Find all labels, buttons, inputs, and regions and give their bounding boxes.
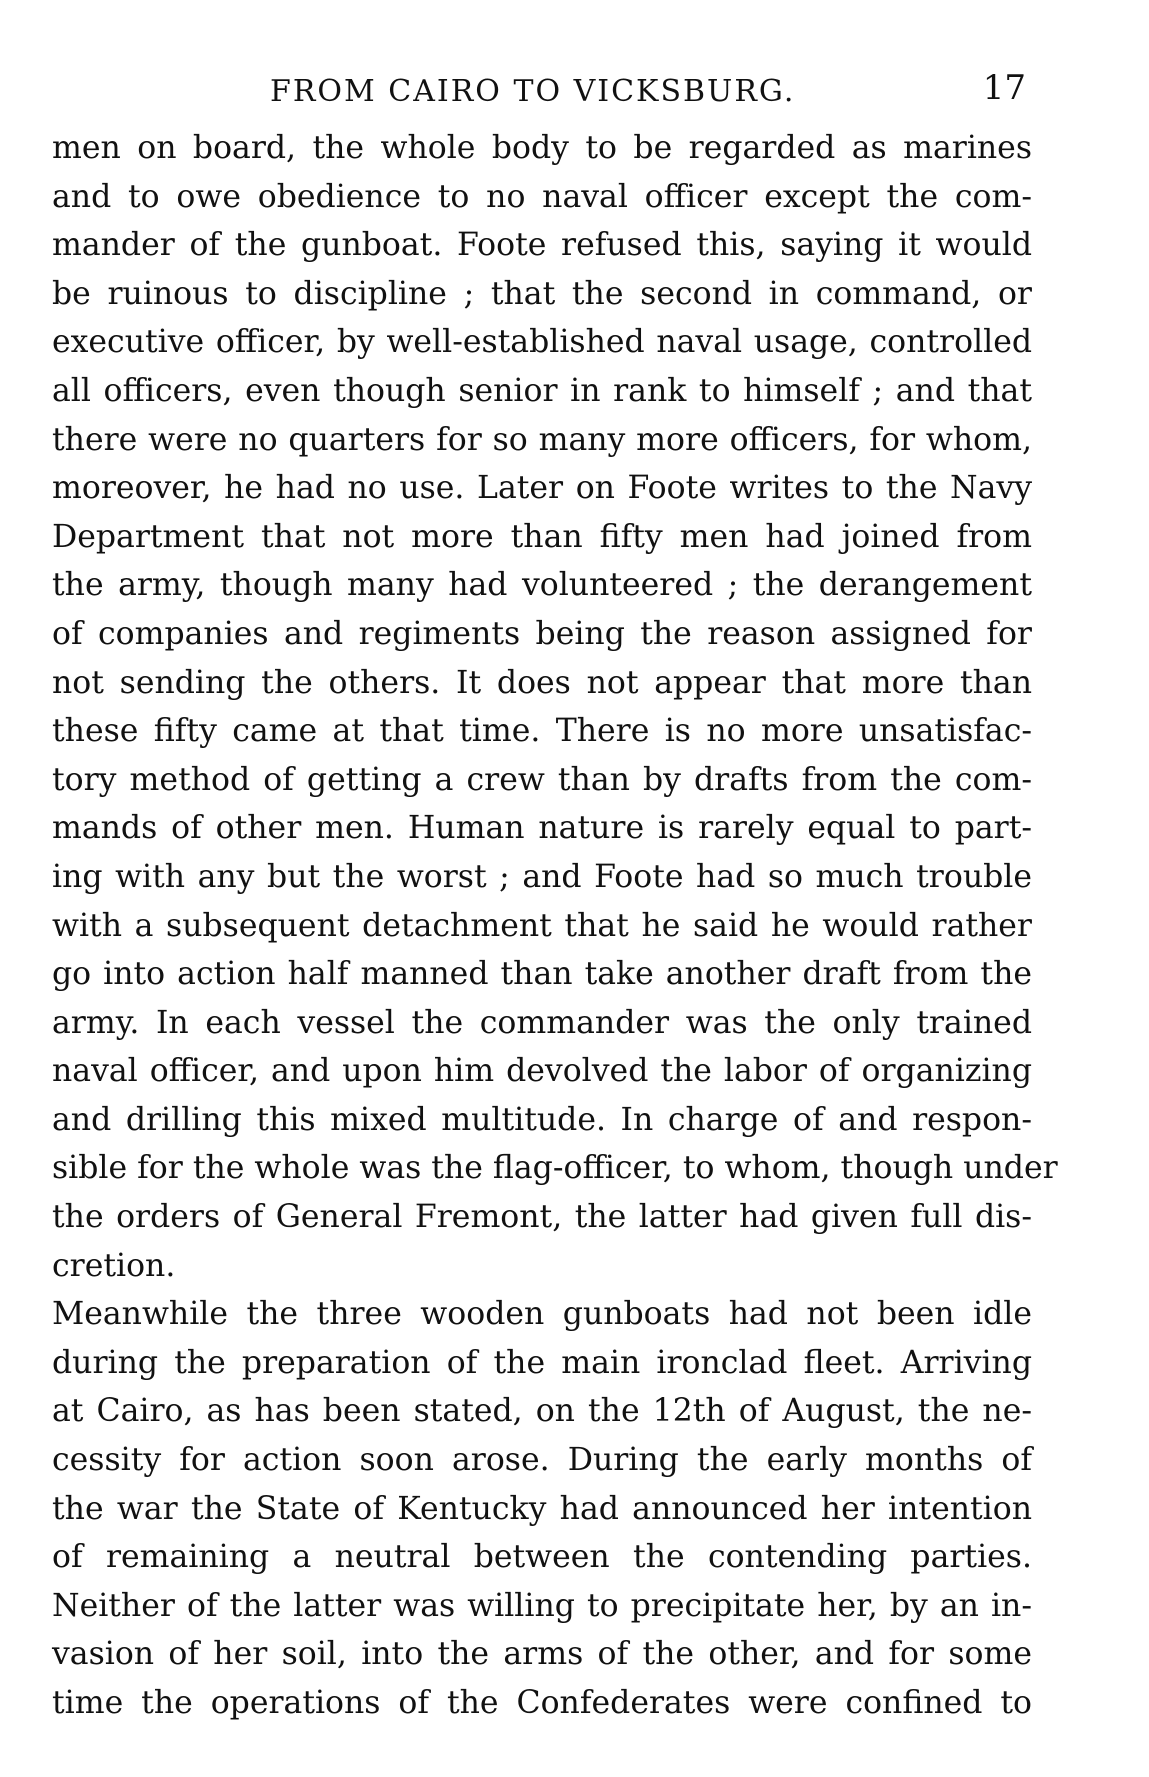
- body-text: [52, 124, 1058, 1728]
- text-line: mands of other men. Human nature is rarely equal to part-: [52, 810, 1032, 847]
- text-line: these fifty came at that time. There is no more unsatisfac-: [52, 713, 1032, 750]
- text-line: time the operations of the Confederates were confined to: [52, 1685, 1032, 1721]
- text-line: Neither of the latter was willing to precipitate her, by an in-: [52, 1587, 1032, 1624]
- text-line: the army, though many had volunteered ; the derangement: [52, 567, 1032, 604]
- text-line: during the preparation of the main ironclad fleet. Arriving: [52, 1344, 1032, 1381]
- text-line: sible for the whole was the flag-officer, to whom, though under: [52, 1150, 1058, 1187]
- text-line: ing with any but the worst ; and Foote had so much trouble: [52, 858, 1032, 895]
- text-line: the orders of General Fremont, the latter had given full dis-: [52, 1199, 1032, 1236]
- text-line: with a subsequent detachment that he said he would rather: [52, 907, 1032, 944]
- text-line: tory method of getting a crew than by drafts from the com-: [52, 761, 1032, 798]
- text-line: be ruinous to discipline ; that the second in command, or: [52, 275, 1032, 312]
- text-line: naval officer, and upon him devolved the labor of organizing: [52, 1053, 1032, 1090]
- text-line: of remaining a neutral between the contending parties.: [52, 1539, 1032, 1576]
- text-line: not sending the others. It does not appear that more than: [52, 664, 1032, 701]
- text-line: of companies and regiments being the reason assigned for: [52, 615, 1032, 652]
- page-number: 17: [982, 68, 1026, 108]
- text-line: and to owe obedience to no naval officer except the com-: [52, 178, 1032, 215]
- text-line: men on board, the whole body to be regarded as marines: [52, 130, 1032, 166]
- text-line: Meanwhile the three wooden gunboats had not been idle: [52, 1296, 1032, 1333]
- text-line: go into action half manned than take another draft from the: [52, 956, 1032, 993]
- running-title: FROM CAIRO TO VICKSBURG.: [270, 74, 796, 109]
- text-line: all officers, even though senior in rank to himself ; and that: [52, 372, 1032, 409]
- text-line: and drilling this mixed multitude. In charge of and respon-: [52, 1101, 1032, 1138]
- text-line: at Cairo, as has been stated, on the 12th of August, the ne-: [52, 1393, 1032, 1430]
- text-line: vasion of her soil, into the arms of the other, and for some: [52, 1636, 1032, 1673]
- book-page: [52, 60, 1058, 1728]
- text-line: moreover, he had no use. Later on Foote writes to the Navy: [52, 470, 1032, 507]
- text-line: executive officer, by well-established naval usage, controlled: [52, 324, 1032, 361]
- text-line: there were no quarters for so many more officers, for whom,: [52, 421, 1032, 458]
- text-line: cessity for action soon arose. During the early months of: [52, 1442, 1032, 1479]
- text-line: army. In each vessel the commander was the only trained: [52, 1004, 1032, 1041]
- page-header: [52, 60, 1032, 112]
- text-line: mander of the gunboat. Foote refused this, saying it would: [52, 227, 1032, 264]
- paragraph: [52, 1290, 1032, 1727]
- text-line: the war the State of Kentucky had announced her intention: [52, 1490, 1032, 1527]
- text-line: Department that not more than fifty men had joined from: [52, 518, 1032, 555]
- text-line: cretion.: [52, 1247, 176, 1284]
- paragraph: [52, 124, 1058, 1290]
